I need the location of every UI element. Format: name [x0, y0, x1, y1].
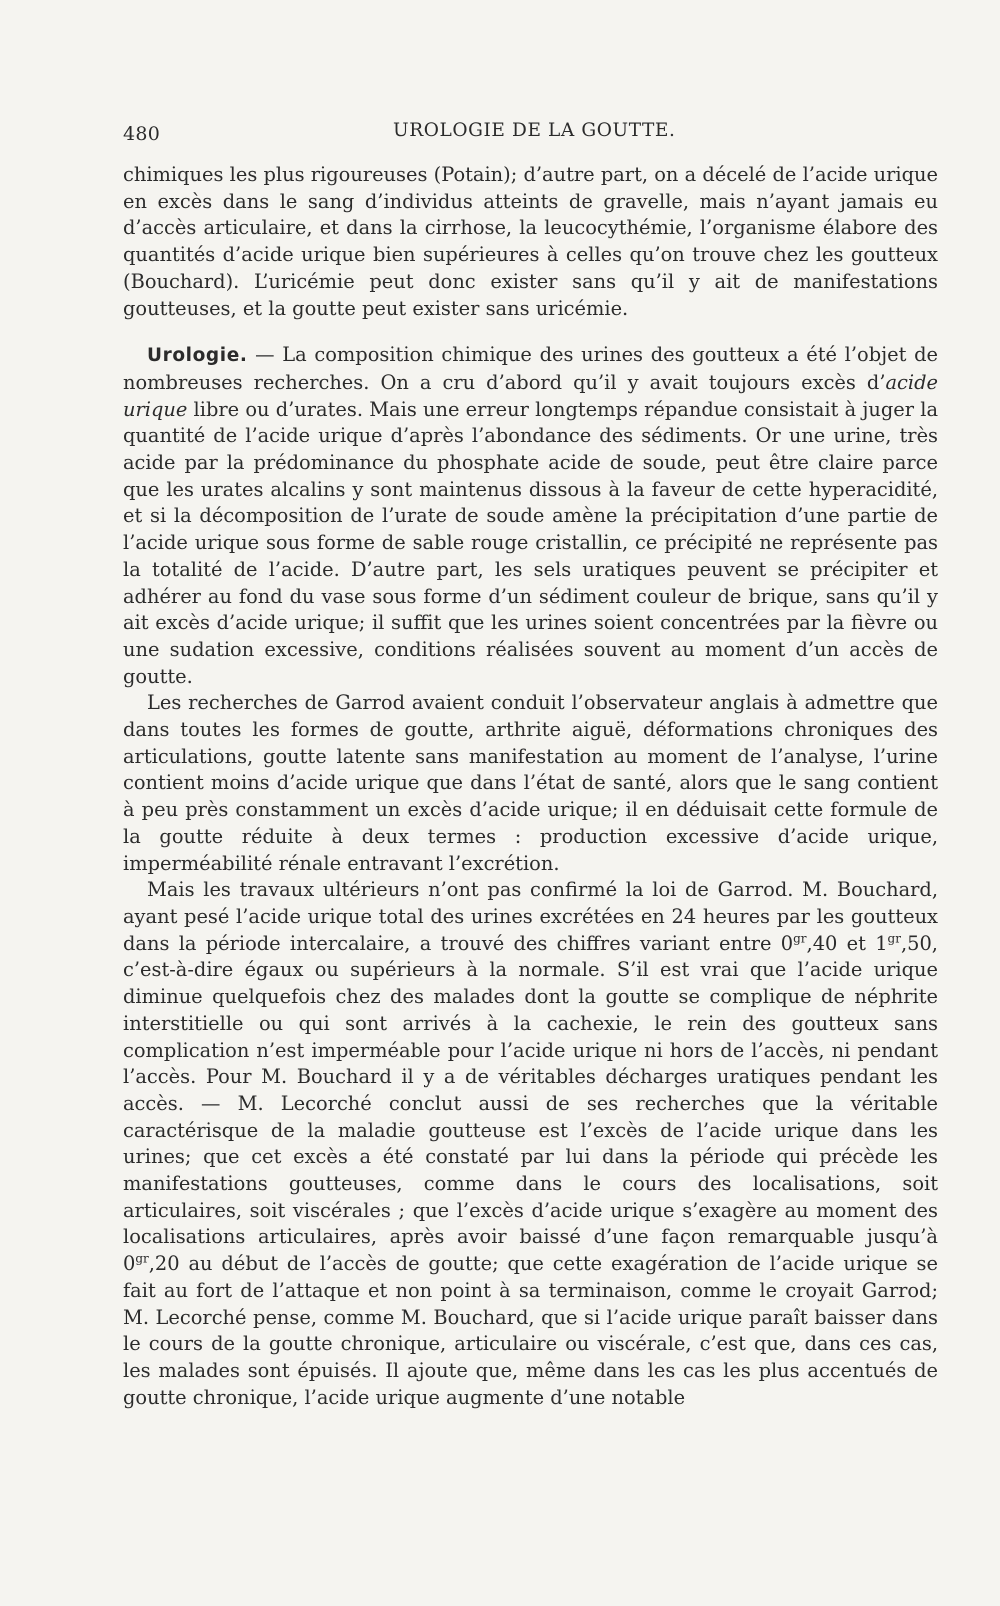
- paragraph-urologie: [123, 342, 938, 690]
- italic-term: acide urique: [123, 370, 938, 421]
- paragraph-text: ,20 au début de l’accès de goutte; que cette exagération de l’acide urique se fait au fort de l’attaque et non point à sa terminaison, comme le croyait Garrod; M. Lecorché pense, comme M. Bouchard, que si l’acide urique paraît baisser dans le cours de la goutte chronique, articulaire ou viscérale, c’est que, dans ces cas, les malades sont épuisés. Il ajoute que, même dans les cas les plus accentués de goutte chronique, l’acide urique augmente d’une notable: [123, 1252, 938, 1409]
- page-header: [123, 120, 883, 148]
- paragraph-continuation: chimiques les plus rigoureuses (Potain); d’autre part, on a décelé de l’acide urique en excès dans le sang d’individus atteints de gravelle, mais n’ayant jamais eu d’accès articulaire, et dans la cirrhose, la leucocythémie, l’organisme élabore des quantités d’acide urique bien supérieures à celles qu’on trouve chez les goutteux (Bouchard). L’uricémie peut donc exister sans qu’il y ait de manifestations goutteuses, et la goutte peut exister sans uricémie.: [123, 163, 938, 320]
- paragraph-garrod: Les recherches de Garrod avaient conduit l’observateur anglais à admettre que dans toutes les formes de goutte, arthrite aiguë, déformations chroniques des articulations, goutte latente sans manifestation au moment de l’analyse, l’urine contient moins d’acide urique que dans l’état de santé, alors que le sang contient à peu près constamment un excès d’acide urique; il en déduisait cette formule de la goutte réduite à deux termes : production excessive d’acide urique, imperméabilité rénale entravant l’excrétion.: [123, 691, 938, 875]
- unit-superscript: gr: [887, 931, 901, 946]
- paragraph-text: ,50, c’est-à-dire égaux ou supérieurs à la normale. S’il est vrai que l’acide urique diminue quelquefois chez des malades dont la goutte se complique de néphrite interstitielle ou qui sont arrivés à la cachexie, le rein des goutteux sans complication n’est imperméable pour l’acide urique ni hors de l’accès, ni pendant l’accès. Pour M. Bouchard il y a de véritables décharges uratiques pendant les accès. — M. Lecorché conclut aussi de ses recherches que la véritable caractérisque de la maladie goutteuse est l’excès de l’acide urique dans les urines; que cet excès a été constaté par lui dans la période qui précède les manifestations goutteuses, comme dans le cours des localisations, soit articulaires, soit viscérales ; que l’excès d’acide urique s’exagère au moment des localisations articulaires, après avoir baissé d’une façon remarquable jusqu’à 0: [123, 931, 938, 1276]
- unit-superscript: gr: [793, 931, 807, 946]
- paragraph-text: ,40 et 1: [806, 931, 888, 955]
- heading-dash: —: [247, 343, 283, 367]
- unit-superscript: gr: [135, 1251, 149, 1266]
- running-title: UROLOGIE DE LA GOUTTE.: [393, 120, 676, 141]
- paragraph-text: libre ou d’urates. Mais une erreur longtemps répandue consistait à juger la quantité de l’acide urique d’après l’abondance des sédiments. Or une urine, très acide par la prédominance du phosphate acide de soude, peut être claire parce que les urates alcalins y sont maintenus dissous à la faveur de cette hyperacidité, et si la décomposition de l’urate de soude amène la précipitation d’une partie de l’acide urique sous forme de sable rouge cristallin, ce précipité ne représente pas la totalité de l’acide. D’autre part, les sels uratiques peuvent se précipiter et adhérer au fond du vase sous forme d’un sédiment couleur de brique, sans qu’il y ait excès d’acide urique; il suffit que les urines soient concentrées par la fièvre ou une sudation excessive, conditions réalisées souvent au moment d’un accès de goutte.: [123, 397, 938, 688]
- paragraph-text: Mais les travaux ultérieurs n’ont pas confirmé la loi de Garrod. M. Bouchard, ayant pesé l’acide urique total des urines excrétées en 24 heures par les goutteux dans la période intercalaire, a trouvé des chiffres variant entre 0: [123, 878, 938, 955]
- page-body: [123, 162, 938, 1411]
- section-heading: Urologie.: [147, 345, 248, 367]
- page-number: 480: [123, 123, 161, 145]
- paragraph-bouchard: [123, 877, 938, 1411]
- paragraph-text: La composition chimique des urines des goutteux a été l’objet de nombreuses recherches. On a cru d’abord qu’il y avait toujours excès d’: [123, 343, 938, 394]
